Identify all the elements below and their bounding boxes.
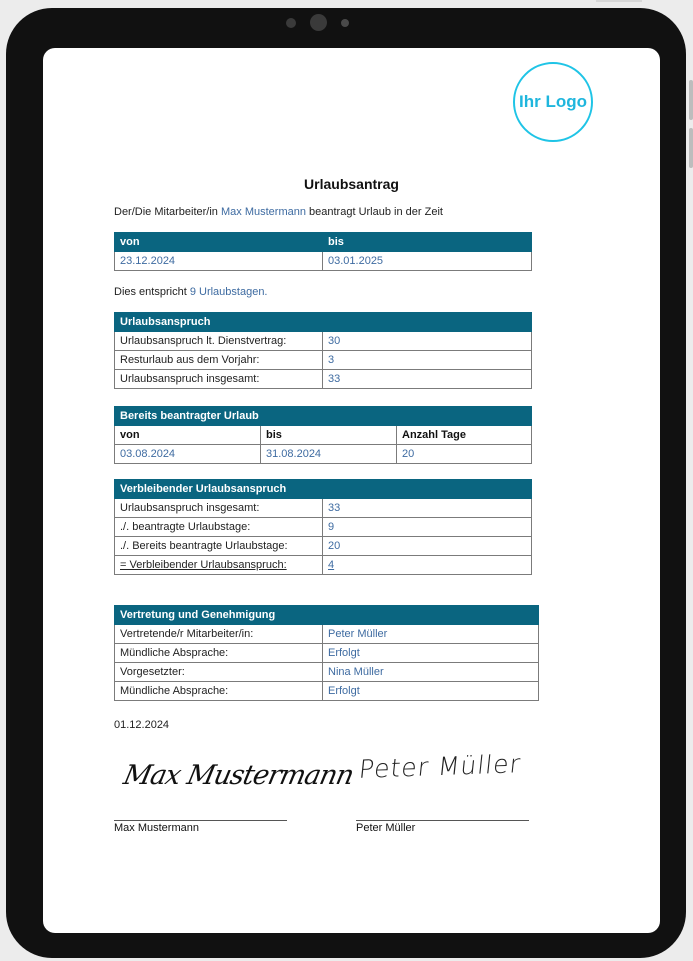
previous-to-value: 31.08.2024 bbox=[261, 445, 397, 464]
previous-from-value: 03.08.2024 bbox=[115, 445, 261, 464]
entitlement-label: Urlaubsanspruch lt. Dienstvertrag: bbox=[115, 332, 323, 351]
previous-leave-table bbox=[114, 406, 532, 464]
table-row bbox=[115, 518, 532, 537]
remaining-total-value: 4 bbox=[328, 559, 335, 571]
signature-line-left bbox=[114, 820, 287, 821]
remaining-label: Urlaubsanspruch insgesamt: bbox=[115, 499, 323, 518]
table-row bbox=[115, 351, 532, 370]
table-row bbox=[115, 332, 532, 351]
tablet-frame bbox=[6, 8, 686, 958]
entitlement-label: Urlaubsanspruch insgesamt: bbox=[115, 370, 323, 389]
table-row bbox=[115, 537, 532, 556]
approval-label: Vertretende/r Mitarbeiter/in: bbox=[115, 625, 323, 644]
previous-to-header: bis bbox=[261, 426, 397, 445]
previous-leave-header: Bereits beantragter Urlaub bbox=[115, 407, 532, 426]
entitlement-label: Resturlaub aus dem Vorjahr: bbox=[115, 351, 323, 370]
approval-value: Peter Müller bbox=[323, 625, 539, 644]
remaining-total-label: = Verbleibender Urlaubsanspruch: bbox=[120, 559, 287, 571]
period-from-header: von bbox=[115, 233, 323, 252]
approval-label: Mündliche Absprache: bbox=[115, 644, 323, 663]
remaining-value: 20 bbox=[323, 537, 532, 556]
remaining-value: 33 bbox=[323, 499, 532, 518]
equals-value: 9 Urlaubstagen. bbox=[189, 286, 268, 298]
page-title: Urlaubsantrag bbox=[304, 176, 399, 192]
remaining-label: ./. Bereits beantragte Urlaubstage: bbox=[115, 537, 323, 556]
sensor-dot bbox=[286, 18, 296, 28]
remaining-table bbox=[114, 479, 532, 575]
remaining-header: Verbleibender Urlaubsanspruch bbox=[115, 480, 532, 499]
signer-name-right: Peter Müller bbox=[356, 822, 416, 834]
document-screen bbox=[43, 48, 660, 933]
camera-lens bbox=[310, 14, 327, 31]
table-row bbox=[115, 682, 539, 701]
company-logo: Ihr Logo bbox=[513, 62, 593, 142]
previous-from-header: von bbox=[115, 426, 261, 445]
table-row bbox=[115, 644, 539, 663]
approval-label: Mündliche Absprache: bbox=[115, 682, 323, 701]
request-date: 01.12.2024 bbox=[114, 719, 170, 731]
signature-right: Peter Müller bbox=[357, 749, 523, 784]
period-to-value: 03.01.2025 bbox=[323, 252, 532, 271]
remaining-value: 9 bbox=[323, 518, 532, 537]
table-row bbox=[115, 370, 532, 389]
remaining-label: ./. beantragte Urlaubstage: bbox=[115, 518, 323, 537]
side-button-upper bbox=[689, 80, 693, 120]
entitlement-value: 3 bbox=[323, 351, 532, 370]
previous-days-header: Anzahl Tage bbox=[397, 426, 532, 445]
approval-value: Nina Müller bbox=[323, 663, 539, 682]
corner-strip bbox=[596, 0, 642, 2]
period-from-value: 23.12.2024 bbox=[115, 252, 323, 271]
approval-label: Vorgesetzter: bbox=[115, 663, 323, 682]
previous-days-value: 20 bbox=[397, 445, 532, 464]
intro-line bbox=[114, 206, 443, 218]
table-row bbox=[115, 663, 539, 682]
period-table bbox=[114, 232, 532, 271]
employee-name: Max Mustermann bbox=[220, 206, 306, 218]
signature-left: Max Mustermann bbox=[120, 760, 356, 791]
approval-value: Erfolgt bbox=[323, 644, 539, 663]
side-button-lower bbox=[689, 128, 693, 168]
entitlement-value: 30 bbox=[323, 332, 532, 351]
period-to-header: bis bbox=[323, 233, 532, 252]
intro-suffix: beantragt Urlaub in der Zeit bbox=[309, 206, 443, 218]
light-sensor bbox=[341, 19, 349, 27]
table-row bbox=[115, 556, 532, 575]
signature-line-right bbox=[356, 820, 529, 821]
days-equivalent-line bbox=[114, 286, 268, 298]
table-row bbox=[115, 445, 532, 464]
table-row bbox=[115, 499, 532, 518]
entitlement-header: Urlaubsanspruch bbox=[115, 313, 532, 332]
approval-header: Vertretung und Genehmigung bbox=[115, 606, 539, 625]
signer-name-left: Max Mustermann bbox=[114, 822, 199, 834]
approval-table bbox=[114, 605, 539, 701]
entitlement-table bbox=[114, 312, 532, 389]
equals-prefix: Dies entspricht bbox=[114, 286, 187, 298]
approval-value: Erfolgt bbox=[323, 682, 539, 701]
intro-prefix: Der/Die Mitarbeiter/in bbox=[114, 206, 218, 218]
entitlement-value: 33 bbox=[323, 370, 532, 389]
table-row bbox=[115, 625, 539, 644]
